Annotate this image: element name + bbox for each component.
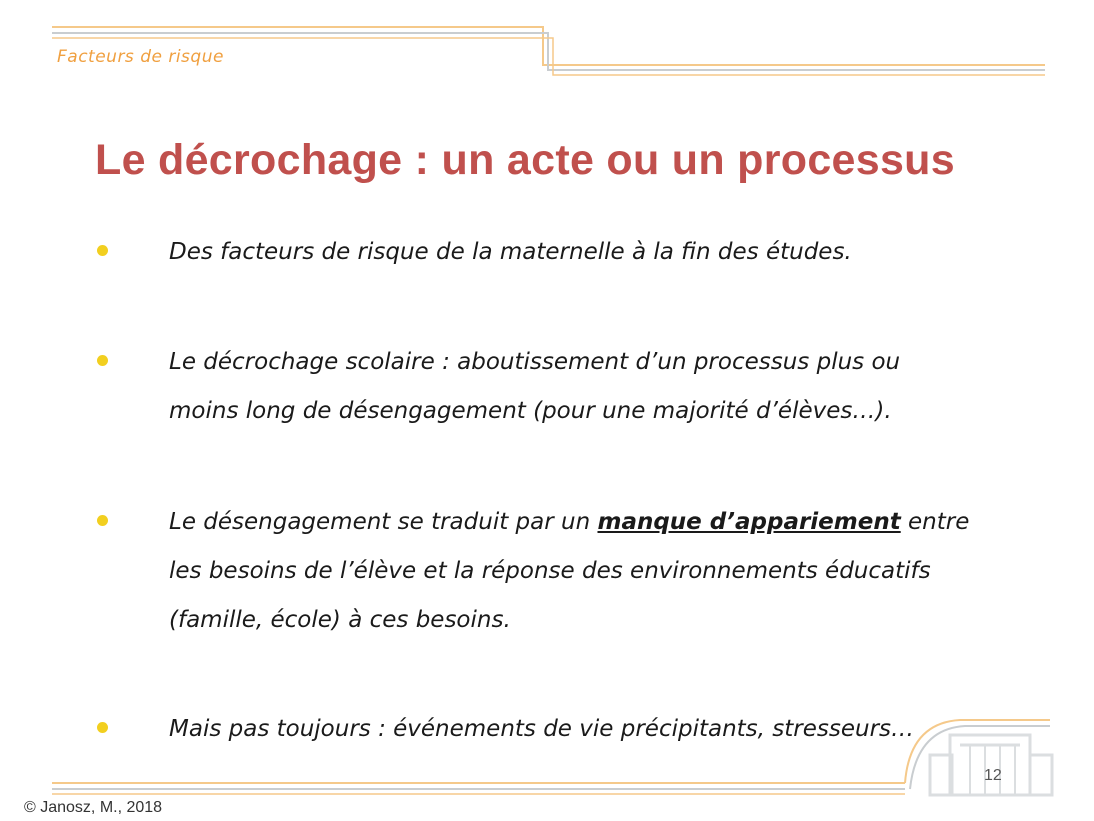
bullet-dot [97, 355, 108, 366]
bullet-line [169, 498, 1029, 547]
slide-title: Le décrochage : un acte ou un processus [95, 136, 955, 184]
bullet-line: moins long de désengagement (pour une majorité d’élèves…). [169, 398, 892, 424]
page-number: 12 [984, 767, 1002, 784]
copyright-text: © Janosz, M., 2018 [24, 799, 163, 816]
bullet-dot [97, 245, 108, 256]
school-building-icon [930, 735, 1052, 795]
bullet-item-3 [169, 498, 1029, 645]
bullet-text-segment: entre [900, 509, 970, 535]
bullet-line: Le décrochage scolaire : aboutissement d’un processus plus ou [169, 349, 901, 375]
bullet-line: Mais pas toujours : événements de vie précipitants, stresseurs… [169, 716, 915, 742]
bullet-line: Des facteurs de risque de la maternelle à la fin des études. [169, 239, 852, 265]
bullet-dot [97, 515, 108, 526]
bottom-frame-decoration [0, 700, 1094, 810]
bullet-item-1 [169, 228, 1029, 277]
bullet-line: les besoins de l’élève et la réponse des environnements éducatifs [169, 558, 931, 584]
emphasized-term: manque d’appariement [597, 509, 901, 535]
bullet-text-segment: Le désengagement se traduit par un [169, 509, 598, 535]
bullet-line: (famille, école) à ces besoins. [169, 607, 511, 633]
section-label: Facteurs de risque [57, 47, 224, 67]
top-frame-decoration [0, 0, 1094, 90]
bullet-item-2 [169, 338, 1029, 436]
